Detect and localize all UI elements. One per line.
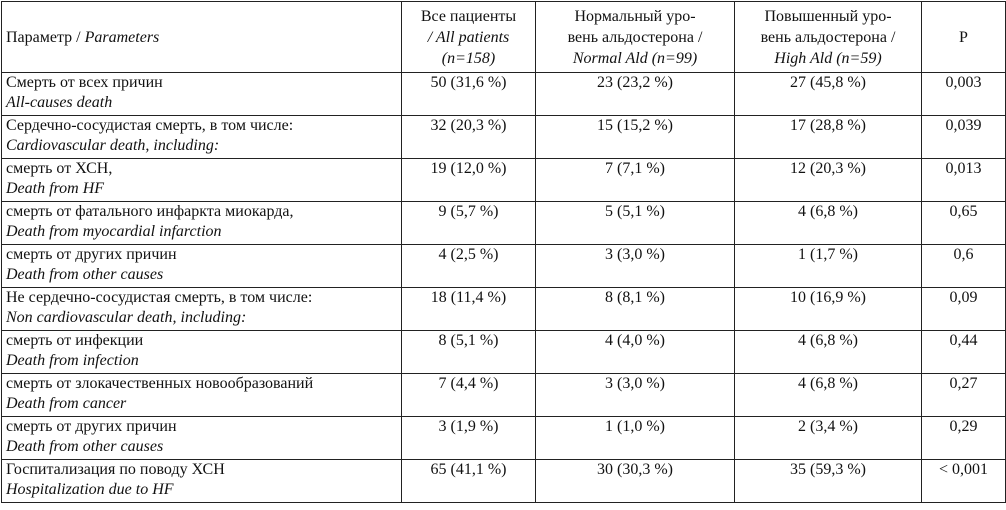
row-parameter-ru: смерть от злокачественных новообразований <box>6 375 314 392</box>
cell-p: 0,003 <box>922 73 1006 116</box>
header-normal-line2: вень альдостерона / <box>567 28 703 46</box>
cell-normal: 7 (7,1 %) <box>536 159 735 202</box>
cell-p: 0,09 <box>922 288 1006 331</box>
row-parameter <box>2 73 402 116</box>
row-parameter <box>2 202 402 245</box>
cell-all: 19 (12,0 %) <box>402 159 536 202</box>
cell-normal: 23 (23,2 %) <box>536 73 735 116</box>
cell-all: 32 (20,3 %) <box>402 116 536 159</box>
cell-high: 35 (59,3 %) <box>735 460 922 503</box>
table-row <box>2 460 1006 503</box>
cell-p: 0,013 <box>922 159 1006 202</box>
header-parameter <box>2 2 402 73</box>
row-parameter <box>2 331 402 374</box>
cell-high: 2 (3,4 %) <box>735 417 922 460</box>
cell-high: 12 (20,3 %) <box>735 159 922 202</box>
table-row <box>2 202 1006 245</box>
header-all-line1: Все пациенты <box>420 7 517 25</box>
cell-normal: 1 (1,0 %) <box>536 417 735 460</box>
row-parameter <box>2 159 402 202</box>
cell-p: 0,6 <box>922 245 1006 288</box>
cell-p: < 0,001 <box>922 460 1006 503</box>
header-all-line3: (n=158) <box>441 49 496 67</box>
cell-normal: 5 (5,1 %) <box>536 202 735 245</box>
cell-all: 65 (41,1 %) <box>402 460 536 503</box>
header-parameter-en: Parameters <box>84 28 160 46</box>
table-row <box>2 116 1006 159</box>
row-parameter-en: Cardiovascular death, including: <box>6 137 220 154</box>
cell-p: 0,27 <box>922 374 1006 417</box>
row-parameter-ru: Госпитализация по поводу ХСН <box>6 461 225 478</box>
row-parameter <box>2 116 402 159</box>
cell-p: 0,65 <box>922 202 1006 245</box>
cell-normal: 30 (30,3 %) <box>536 460 735 503</box>
header-normal-line3: Normal Ald (n=99) <box>572 49 698 67</box>
cell-all: 50 (31,6 %) <box>402 73 536 116</box>
cell-p: 0,29 <box>922 417 1006 460</box>
cell-normal: 8 (8,1 %) <box>536 288 735 331</box>
row-parameter-en: Death from other causes <box>6 438 164 455</box>
table-row <box>2 417 1006 460</box>
cell-all: 9 (5,7 %) <box>402 202 536 245</box>
row-parameter-en: Death from infection <box>6 352 139 369</box>
table-row <box>2 73 1006 116</box>
cell-all: 8 (5,1 %) <box>402 331 536 374</box>
header-normal-line1: Нормальный уро- <box>574 7 696 25</box>
row-parameter-ru: смерть от других причин <box>6 418 177 435</box>
row-parameter-en: All-causes death <box>6 94 113 111</box>
cell-high: 4 (6,8 %) <box>735 331 922 374</box>
cell-high: 17 (28,8 %) <box>735 116 922 159</box>
row-parameter-en: Death from myocardial infarction <box>6 223 222 240</box>
row-parameter-en: Non cardiovascular death, including: <box>6 309 247 326</box>
cell-high: 10 (16,9 %) <box>735 288 922 331</box>
header-row <box>2 2 1006 73</box>
outcomes-table <box>1 1 1006 503</box>
row-parameter-ru: смерть от инфекции <box>6 332 144 349</box>
row-parameter <box>2 460 402 503</box>
table-row <box>2 331 1006 374</box>
row-parameter <box>2 374 402 417</box>
header-high-line3: High Ald (n=59) <box>774 49 882 67</box>
row-parameter-ru: смерть от других причин <box>6 246 177 263</box>
header-all-patients <box>402 2 536 73</box>
row-parameter <box>2 245 402 288</box>
header-high-ald <box>735 2 922 73</box>
cell-all: 7 (4,4 %) <box>402 374 536 417</box>
table-row <box>2 245 1006 288</box>
row-parameter-en: Death from cancer <box>6 395 127 412</box>
row-parameter-en: Hospitalization due to HF <box>6 481 174 498</box>
header-p-value: P <box>922 2 1006 73</box>
table-row <box>2 288 1006 331</box>
header-normal-ald <box>536 2 735 73</box>
row-parameter-ru: Смерть от всех причин <box>6 74 163 91</box>
row-parameter-ru: смерть от ХСН, <box>6 160 113 177</box>
cell-normal: 15 (15,2 %) <box>536 116 735 159</box>
header-parameter-ru: Параметр / <box>6 28 85 46</box>
cell-normal: 3 (3,0 %) <box>536 245 735 288</box>
table-row <box>2 159 1006 202</box>
cell-high: 4 (6,8 %) <box>735 374 922 417</box>
row-parameter-ru: Не сердечно-сосудистая смерть, в том числе: <box>6 289 313 306</box>
cell-all: 3 (1,9 %) <box>402 417 536 460</box>
row-parameter-en: Death from other causes <box>6 266 164 283</box>
header-all-line2: / All patients <box>427 28 510 46</box>
cell-p: 0,44 <box>922 331 1006 374</box>
cell-p: 0,039 <box>922 116 1006 159</box>
cell-high: 27 (45,8 %) <box>735 73 922 116</box>
table-row <box>2 374 1006 417</box>
row-parameter-ru: Сердечно-сосудистая смерть, в том числе: <box>6 117 294 134</box>
cell-high: 1 (1,7 %) <box>735 245 922 288</box>
cell-normal: 3 (3,0 %) <box>536 374 735 417</box>
row-parameter-en: Death from HF <box>6 180 105 197</box>
cell-high: 4 (6,8 %) <box>735 202 922 245</box>
row-parameter <box>2 288 402 331</box>
row-parameter-ru: смерть от фатального инфаркта миокарда, <box>6 203 294 220</box>
cell-normal: 4 (4,0 %) <box>536 331 735 374</box>
cell-all: 18 (11,4 %) <box>402 288 536 331</box>
cell-all: 4 (2,5 %) <box>402 245 536 288</box>
row-parameter <box>2 417 402 460</box>
header-high-line1: Повышенный уро- <box>764 7 892 25</box>
header-high-line2: вень альдостерона / <box>760 28 896 46</box>
